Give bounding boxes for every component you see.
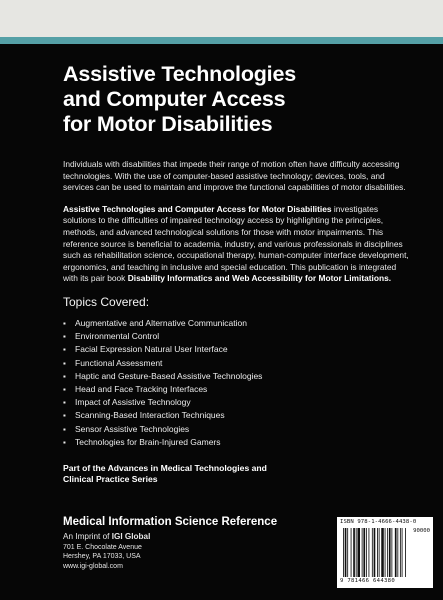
back-cover-content (63, 62, 413, 486)
topic-item: ▪ Augmentative and Alternative Communication (63, 317, 413, 330)
address-line: 701 E. Chocolate Avenue (63, 543, 142, 551)
series-line: Clinical Practice Series (63, 474, 158, 485)
topic-item: ▪ Impact of Assistive Technology (63, 396, 413, 409)
imprint-publisher-line (63, 532, 277, 543)
description-paragraph (63, 204, 413, 285)
topic-item: ▪ Facial Expression Natural User Interface (63, 343, 413, 356)
top-band (0, 0, 443, 37)
topic-item: ▪ Technologies for Brain-Injured Gamers (63, 436, 413, 449)
imprint-prefix: An Imprint of (63, 532, 112, 541)
website: www.igi-global.com (63, 562, 123, 570)
ean-number: 9 781466 644380 (340, 578, 396, 584)
topic-item: ▪ Scanning-Based Interaction Techniques (63, 409, 413, 422)
topics-heading: Topics Covered: (63, 294, 150, 309)
title-line: and Computer Access (63, 87, 286, 111)
topic-item: ▪ Head and Face Tracking Interfaces (63, 383, 413, 396)
series-line: Part of the Advances in Medical Technologies and (63, 462, 267, 473)
topic-item: ▪ Functional Assessment (63, 357, 413, 370)
imprint-block (63, 516, 277, 571)
imprint-title: Medical Information Science Reference (63, 516, 278, 528)
topic-item: ▪ Environmental Control (63, 330, 413, 343)
address-line: Hershey, PA 17033, USA (63, 553, 141, 560)
isbn-text: ISBN 978-1-4666-4438-0 (340, 519, 417, 525)
publisher-name: IGI Global (111, 532, 151, 541)
title-line: Assistive Technologies (63, 62, 296, 86)
pair-book-title: Disability Informatics and Web Accessibility for Motor Limitations. (127, 273, 392, 284)
price-code: 90000 (413, 528, 430, 534)
topic-item: ▪ Haptic and Gesture-Based Assistive Technologies (63, 370, 413, 383)
topic-item: ▪ Sensor Assistive Technologies (63, 423, 413, 436)
description-lead: Assistive Technologies and Computer Access for Motor Disabilities (63, 203, 332, 214)
accent-stripe (0, 37, 443, 44)
book-title (63, 62, 413, 137)
title-line: for Motor Disabilities (63, 112, 273, 136)
intro-paragraph: Individuals with disabilities that impede their range of motion often have difficulty accessing technologies. With the use of computer-based assistive technology; devices, tools, and services can be used to maintain and improve the functional capabilities of motor disabilities. (63, 159, 406, 193)
isbn-barcode (337, 517, 433, 588)
series-note (63, 463, 413, 486)
description-body: investigates solutions to the difficulties of impaired technology access by highlighting the principles, methods, and advanced technological solutions for those with motor impairments. This reference source is beneficial to academia, industry, and various professionals in disciplines such as rehabilitation science, occupational therapy, human-computer interface development, ergonomics, and teaching in inclusive and special education. This publication is integrated with its pair book (63, 203, 409, 284)
topics-list (63, 317, 413, 449)
barcode-bars (343, 528, 427, 577)
